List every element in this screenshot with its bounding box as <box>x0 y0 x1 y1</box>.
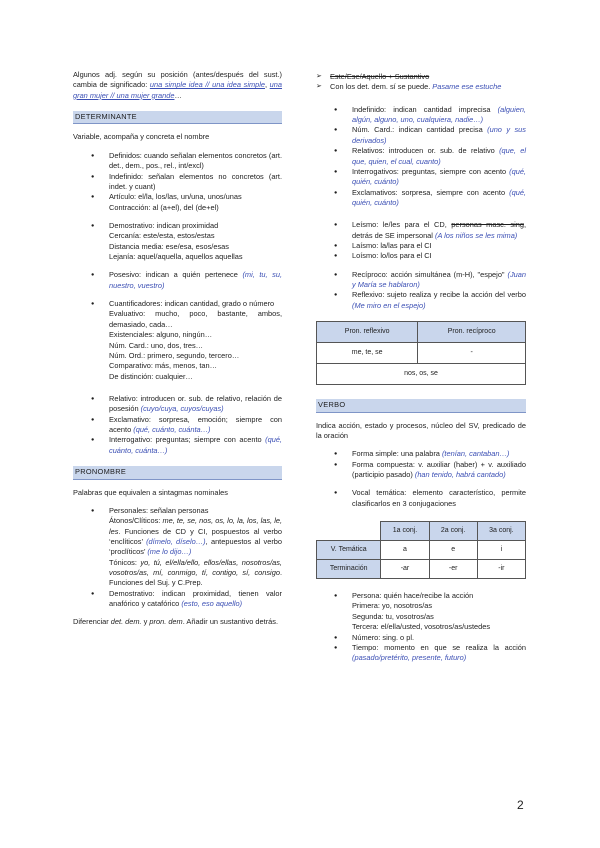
list-item: ● Tiempo: momento en que se realiza la acción (pasado/pretérito, presente, futuro) <box>316 643 526 664</box>
table-header: 3a conj. <box>477 522 525 541</box>
intro-example-1: una simple idea // una idea simple <box>149 80 265 90</box>
list-item: ● Definidos: cuando señalan elementos concretos (art. det., dem., pos., rel., int/excl) <box>73 151 282 172</box>
list-item: ● Reflexivo: sujeto realiza y recibe la acción del verbo (Me miro en el espejo) <box>316 290 526 311</box>
table-cell: -ar <box>381 560 429 579</box>
table-cell: me, te, se <box>317 343 418 364</box>
intro-example-2: una gran mujer // una mujer grande <box>73 80 283 100</box>
table-cell: i <box>477 541 525 560</box>
table-header: Pron. reflexivo <box>317 322 418 343</box>
list-item: ● Núm. Card.: indican cantidad precisa (uno y sus derivados) <box>316 125 526 146</box>
pronombre-desc: Palabras que equivalen a sintagmas nominales <box>73 487 228 497</box>
table-cell: a <box>381 541 429 560</box>
list-item: ● Recíproco: acción simultánea (m-H), "espejo" (Juan y María se hablaron) <box>316 270 526 291</box>
verbo-heading: VERBO <box>316 399 526 412</box>
table-cell: - <box>418 343 526 364</box>
arrow-list <box>316 72 526 93</box>
row-label: V. Temática <box>317 541 381 560</box>
list-item: ● Personales: señalan personas Átonos/Clíticos: me, te, se, nos, os, lo, la, los, las, le, les. Funciones de CD y CI, pospuestos al verbo ‘enclíticos’ (dímelo, díselo…), antepuestos al verbo ‘proclíticos’ (me lo dijo…) Tónicos: yo, tú, el/ella/ello, ellos/ellas, nosotros/as, vosotros/as, mí, conmigo, tí, contigo, sí, consigo. Funciones del Suj. y C.Prep. <box>73 506 282 589</box>
intro-paragraph: Algunos adj. según su posición (antes/después del sust.) cambia de significado: una simple idea // una idea simple, una gran mujer // una mujer grande… <box>73 70 283 100</box>
list-item: ● Posesivo: indican a quién pertenece (mi, tu, su, nuestro, vuestro) <box>73 270 282 291</box>
list-item: ● Demostrativo: indican proximidad, tienen valor anafórico y catafórico (esto, eso aquello) <box>73 589 282 610</box>
list-item: ● Cuantificadores: indican cantidad, grado o número Evaluativo: mucho, poco, bastante, ambos, demasiado, cada… Existenciales: alguno, ningún… Núm. Card.: uno, dos, tres… Núm. Ord.: primero, segundo, tercero… Comparativo: más, menos, tan… De distinción: cualquier… <box>73 299 282 382</box>
list-item: ● Exclamativo: sorpresa, emoción; siempre con acento (qué, cuánto, cuánta…) <box>73 415 282 436</box>
table-cell: -ir <box>477 560 525 579</box>
list-item: ➢ Con los det. dem. sí se puede. Pasame ese estuche <box>316 82 526 92</box>
pronoun-table <box>316 321 526 385</box>
list-item: ● Relativos: introducen or. sub. de relativo (que, el que, quien, el cual, cuanto) <box>316 146 526 167</box>
determinante-heading: DETERMINANTE <box>73 111 282 124</box>
determinante-desc: Variable, acompaña y concreta el nombre <box>73 132 210 142</box>
table-header: 2a conj. <box>429 522 477 541</box>
table-cell: e <box>429 541 477 560</box>
list-item: ● Demostrativo: indican proximidad Cercanía: este/esta, estos/estas Distancia media: ese/esa, esos/esas Lejanía: aquel/aquella, aquellos aquellas <box>73 221 282 262</box>
list-item: ● Leísmo: le/les para el CD, personas masc. sing, detrás de SE impersonal (A los niños se les mima) <box>316 220 526 241</box>
list-item: ● Forma compuesta: v. auxiliar (haber) + v. auxiliado (participio pasado) (han tenido, habrá cantado) <box>316 460 526 481</box>
list-item: ● Número: sing. o pl. <box>316 633 526 643</box>
table-header: Pron. recíproco <box>418 322 526 343</box>
list-item: ● Loísmo: lo/los para el CI <box>316 251 526 261</box>
list-item: ● Exclamativos: sorpresa, siempre con acento (qué, quién, cuánto) <box>316 188 526 209</box>
row-label: Terminación <box>317 560 381 579</box>
left-column <box>73 70 282 628</box>
page-number: 2 <box>517 798 524 812</box>
conjugation-table <box>316 521 526 579</box>
list-item: ● Interrogativos: preguntas, siempre con acento (qué, quién, cuánto) <box>316 167 526 188</box>
list-item: ● Indefinido: indican cantidad imprecisa (alguien, algún, alguno, uno, cualquiera, nadie…) <box>316 105 526 126</box>
list-item: ● Artículo: el/la, los/las, un/una, unos/unas Contracción: al (a+el), del (de+el) <box>73 192 282 213</box>
pronombre-heading: PRONOMBRE <box>73 466 282 479</box>
list-item: ➢ Este/Ese/Aquello + Sustantivo <box>316 72 526 82</box>
table-header: 1a conj. <box>381 522 429 541</box>
table-cell: nos, os, se <box>317 364 526 385</box>
list-item: ● Indefinido: señalan elementos no concretos (art. indet. y cuant) <box>73 172 282 193</box>
list-item: ● Persona: quién hace/recibe la acción Primera: yo, nosotros/as Segunda: tu, vosotros/as Tercera: el/ella/usted, vosotros/as/ustedes <box>316 591 526 632</box>
list-item: ● Relativo: introducen or. sub. de relativo, relación de posesión (cuyo/cuya, cuyos/cuyas) <box>73 394 282 415</box>
determinante-list <box>73 151 282 213</box>
list-item: ● Laísmo: la/las para el CI <box>316 241 526 251</box>
verbo-desc: Indica acción, estado y procesos, núcleo del SV, predicado de la oración <box>316 420 526 440</box>
diferenciar-note: Diferenciar det. dem. y pron. dem. Añadir un sustantivo detrás. <box>73 617 279 627</box>
list-item: ● Vocal temática: elemento característico, permite clasificarlos en 3 conjugaciones <box>316 488 526 509</box>
right-column <box>316 72 526 664</box>
list-item: ● Interrogativo: preguntas; siempre con acento (qué, cuánto, cuánta…) <box>73 435 282 456</box>
table-cell: -er <box>429 560 477 579</box>
list-item: ● Forma simple: una palabra (tenían, cantaban…) <box>316 449 526 459</box>
